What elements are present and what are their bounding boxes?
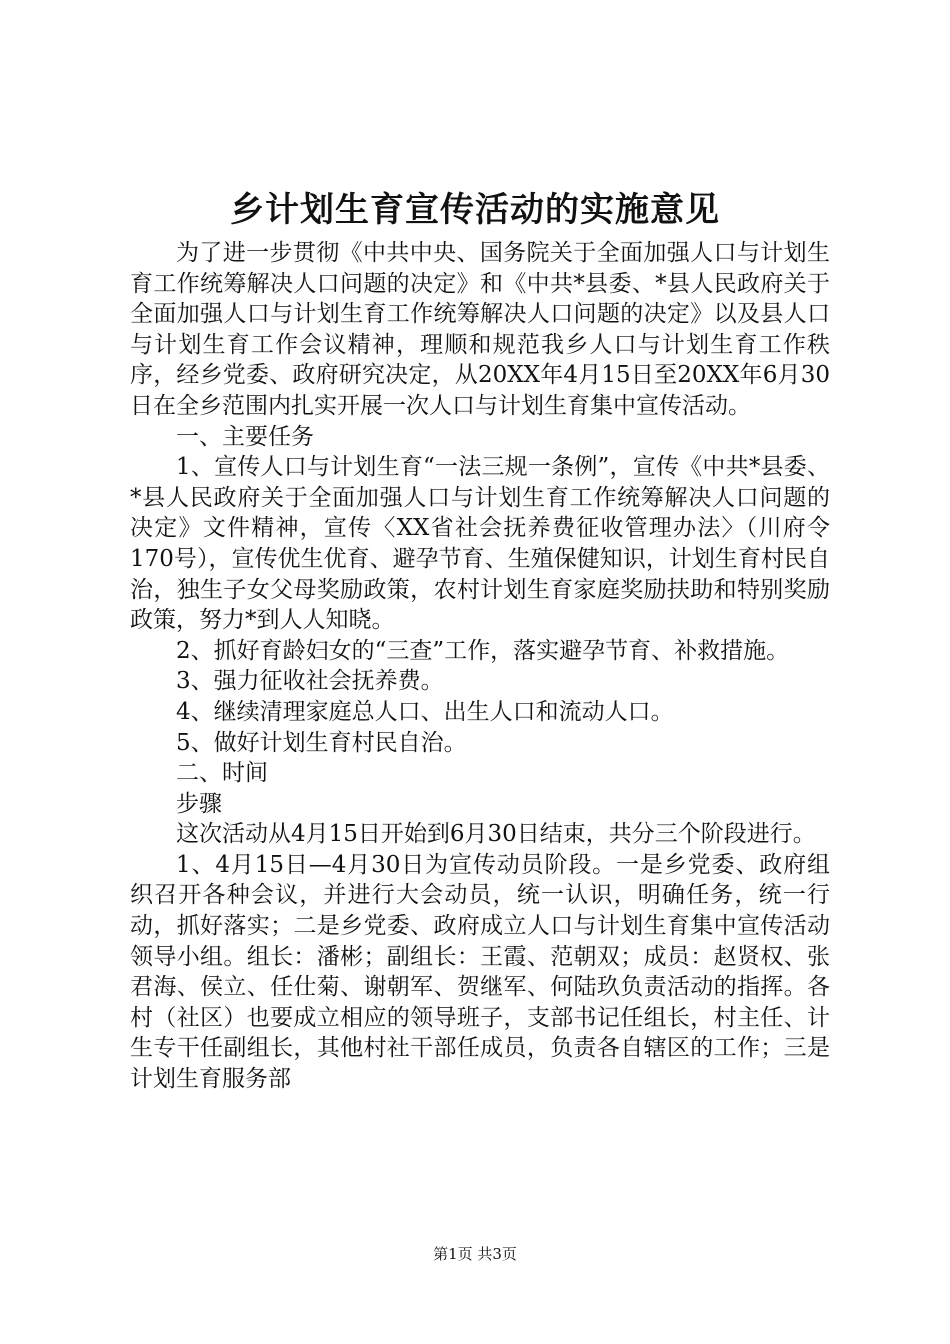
heading-main-tasks: 一、主要任务 <box>176 423 314 450</box>
page-footer: 第1页 共3页 <box>433 1245 517 1263</box>
document-body <box>130 238 830 1095</box>
document-title: 乡计划生育宣传活动的实施意见 <box>230 190 720 230</box>
heading-time: 二、时间 <box>176 760 268 787</box>
paragraph-task-5: 5、做好计划生育村民自治。 <box>176 729 467 756</box>
heading-steps: 步骤 <box>176 790 222 817</box>
paragraph-task-4: 4、继续清理家庭总人口、出生人口和流动人口。 <box>176 698 674 725</box>
paragraph-intro: 为了进一步贯彻《中共中央、国务院关于全面加强人口与计划生育工作统筹解决人口问题的决定》和《中共*县委、*县人民政府关于全面加强人口与计划生育工作统筹解决人口问题的决定》以及县人口与计划生育工作会议精神，理顺和规范我乡人口与计划生育工作秩序，经乡党委、政府研究决定，从20XX年4月15日至20XX年6月30日在全乡范围内扎实开展一次人口与计划生育集中宣传活动。 <box>130 240 830 419</box>
paragraph-task-3: 3、强力征收社会抚养费。 <box>176 668 444 695</box>
paragraph-task-2: 2、抓好育龄妇女的“三查”工作，落实避孕节育、补救措施。 <box>176 637 790 664</box>
paragraph-task-1: 1、宣传人口与计划生育“一法三规一条例”，宣传《中共*县委、*县人民政府关于全面加强人口与计划生育工作统筹解决人口问题的决定》文件精神，宣传〈XX省社会抚养费征收管理办法〉（川府令170号），宣传优生优育、避孕节育、生殖保健知识，计划生育村民自治，独生子女父母奖励政策，农村计划生育家庭奖励扶助和特别奖励政策，努力*到人人知晓。 <box>130 454 830 634</box>
paragraph-stage-1: 1、4月15日—4月30日为宣传动员阶段。一是乡党委、政府组织召开各种会议，并进行大会动员，统一认识，明确任务，统一行动，抓好落实；二是乡党委、政府成立人口与计划生育集中宣传活动领导小组。组长：潘彬；副组长：王霞、范朝双；成员：赵贤权、张君海、侯立、任仕菊、谢朝军、贺继军、何陆玖负责活动的指挥。各村（社区）也要成立相应的领导班子，支部书记任组长，村主任、计生专干任副组长，其他村社干部任成员，负责各自辖区的工作；三是计划生育服务部 <box>130 851 830 1093</box>
paragraph-stages-overview: 这次活动从4月15日开始到6月30日结束，共分三个阶段进行。 <box>176 821 816 848</box>
